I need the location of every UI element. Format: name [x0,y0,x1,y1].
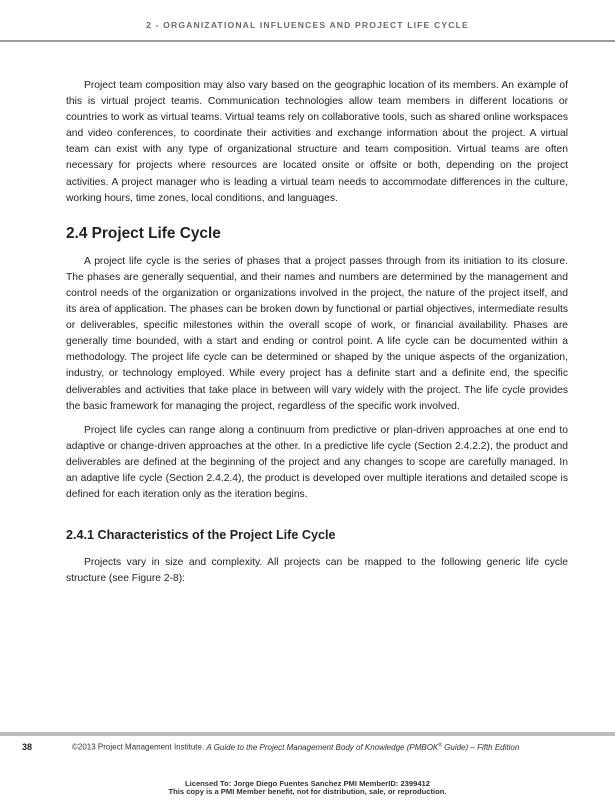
intro-paragraph: Project team composition may also vary based on the geographic location of its members. An example of this is virtual project teams. Communication technologies allow team members in different locations or countries to work as virtual teams. Virtual teams rely on collaborative tools, such as shared online workspaces and video conferences, to coordinate their activities and exchange information about the project. A virtual team can exist with any type of organizational structure and team composition. Virtual teams are often necessary for projects where resources are located onsite or offsite or both, depending on the project activities. A project manager who is leading a virtual team needs to accommodate differences in the culture, working hours, time zones, local conditions, and languages. [66,80,568,204]
section-paragraph-2: Project life cycles can range along a continuum from predictive or plan-driven approaches at one end to adaptive or change-driven approaches at the other. In a predictive life cycle (Section 2.4.2.2), the product and deliverables are defined at the beginning of the project and any changes to scope are carefully managed. In an adaptive life cycle (Section 2.4.2.4), the product is developed over multiple iterations and detailed scope is defined for each iteration only as the iteration begins. [66,424,568,501]
license-line-1: Licensed To: Jorge Diego Fuentes Sanchez PMI MemberID: 2399412 [184,779,431,788]
guide-title-suffix: Guide) – Fifth Edition [441,742,520,752]
running-header-title: 2 - ORGANIZATIONAL INFLUENCES AND PROJECT LIFE CYCLE [146,20,469,30]
registered-mark: ® [438,742,442,748]
section-paragraph-1: A project life cycle is the series of phases that a project passes through from its initiation to its closure. The phases are generally sequential, and their names and numbers are determined by the management and control needs of the organization or organizations involved in the project, the nature of the project itself, and its area of application. The phases can be broken down by functional or partial objectives, intermediate results or deliverables, specific milestones within the overall scope of work, or financial availability. Phases are generally time bounded, with a start and ending or control point. A life cycle can be documented within a methodology. The project life cycle can be determined or shaped by the unique aspects of the organization, industry, or technology employed. While every project has a definite start and a definite end, the specific deliverables and activities that take place in between will vary widely with the project. The life cycle provides the basic framework for managing the project, regardless of the specific work involved. [66,255,568,412]
subsection-paragraph: Projects vary in size and complexity. All projects can be mapped to the following generic life cycle structure (see Figure 2-8): [66,557,568,585]
copyright-prefix: ©2013 Project Management Institute. [72,742,207,752]
footer-divider [0,732,615,736]
license-line-2: This copy is a PMI Member benefit, not for distribution, sale, or reproduction. [168,787,447,796]
subsection-heading: 2.4.1 Characteristics of the Project Life Cycle [66,528,336,543]
footer-copyright [72,742,519,752]
page-content [66,78,568,587]
page-header [0,0,615,44]
section-heading: 2.4 Project Life Cycle [66,224,221,242]
guide-title [206,743,519,752]
page-number: 38 [22,742,33,752]
guide-title-main: A Guide to the Project Management Body of Knowledge (PMBOK [206,742,439,752]
header-divider [0,40,615,42]
